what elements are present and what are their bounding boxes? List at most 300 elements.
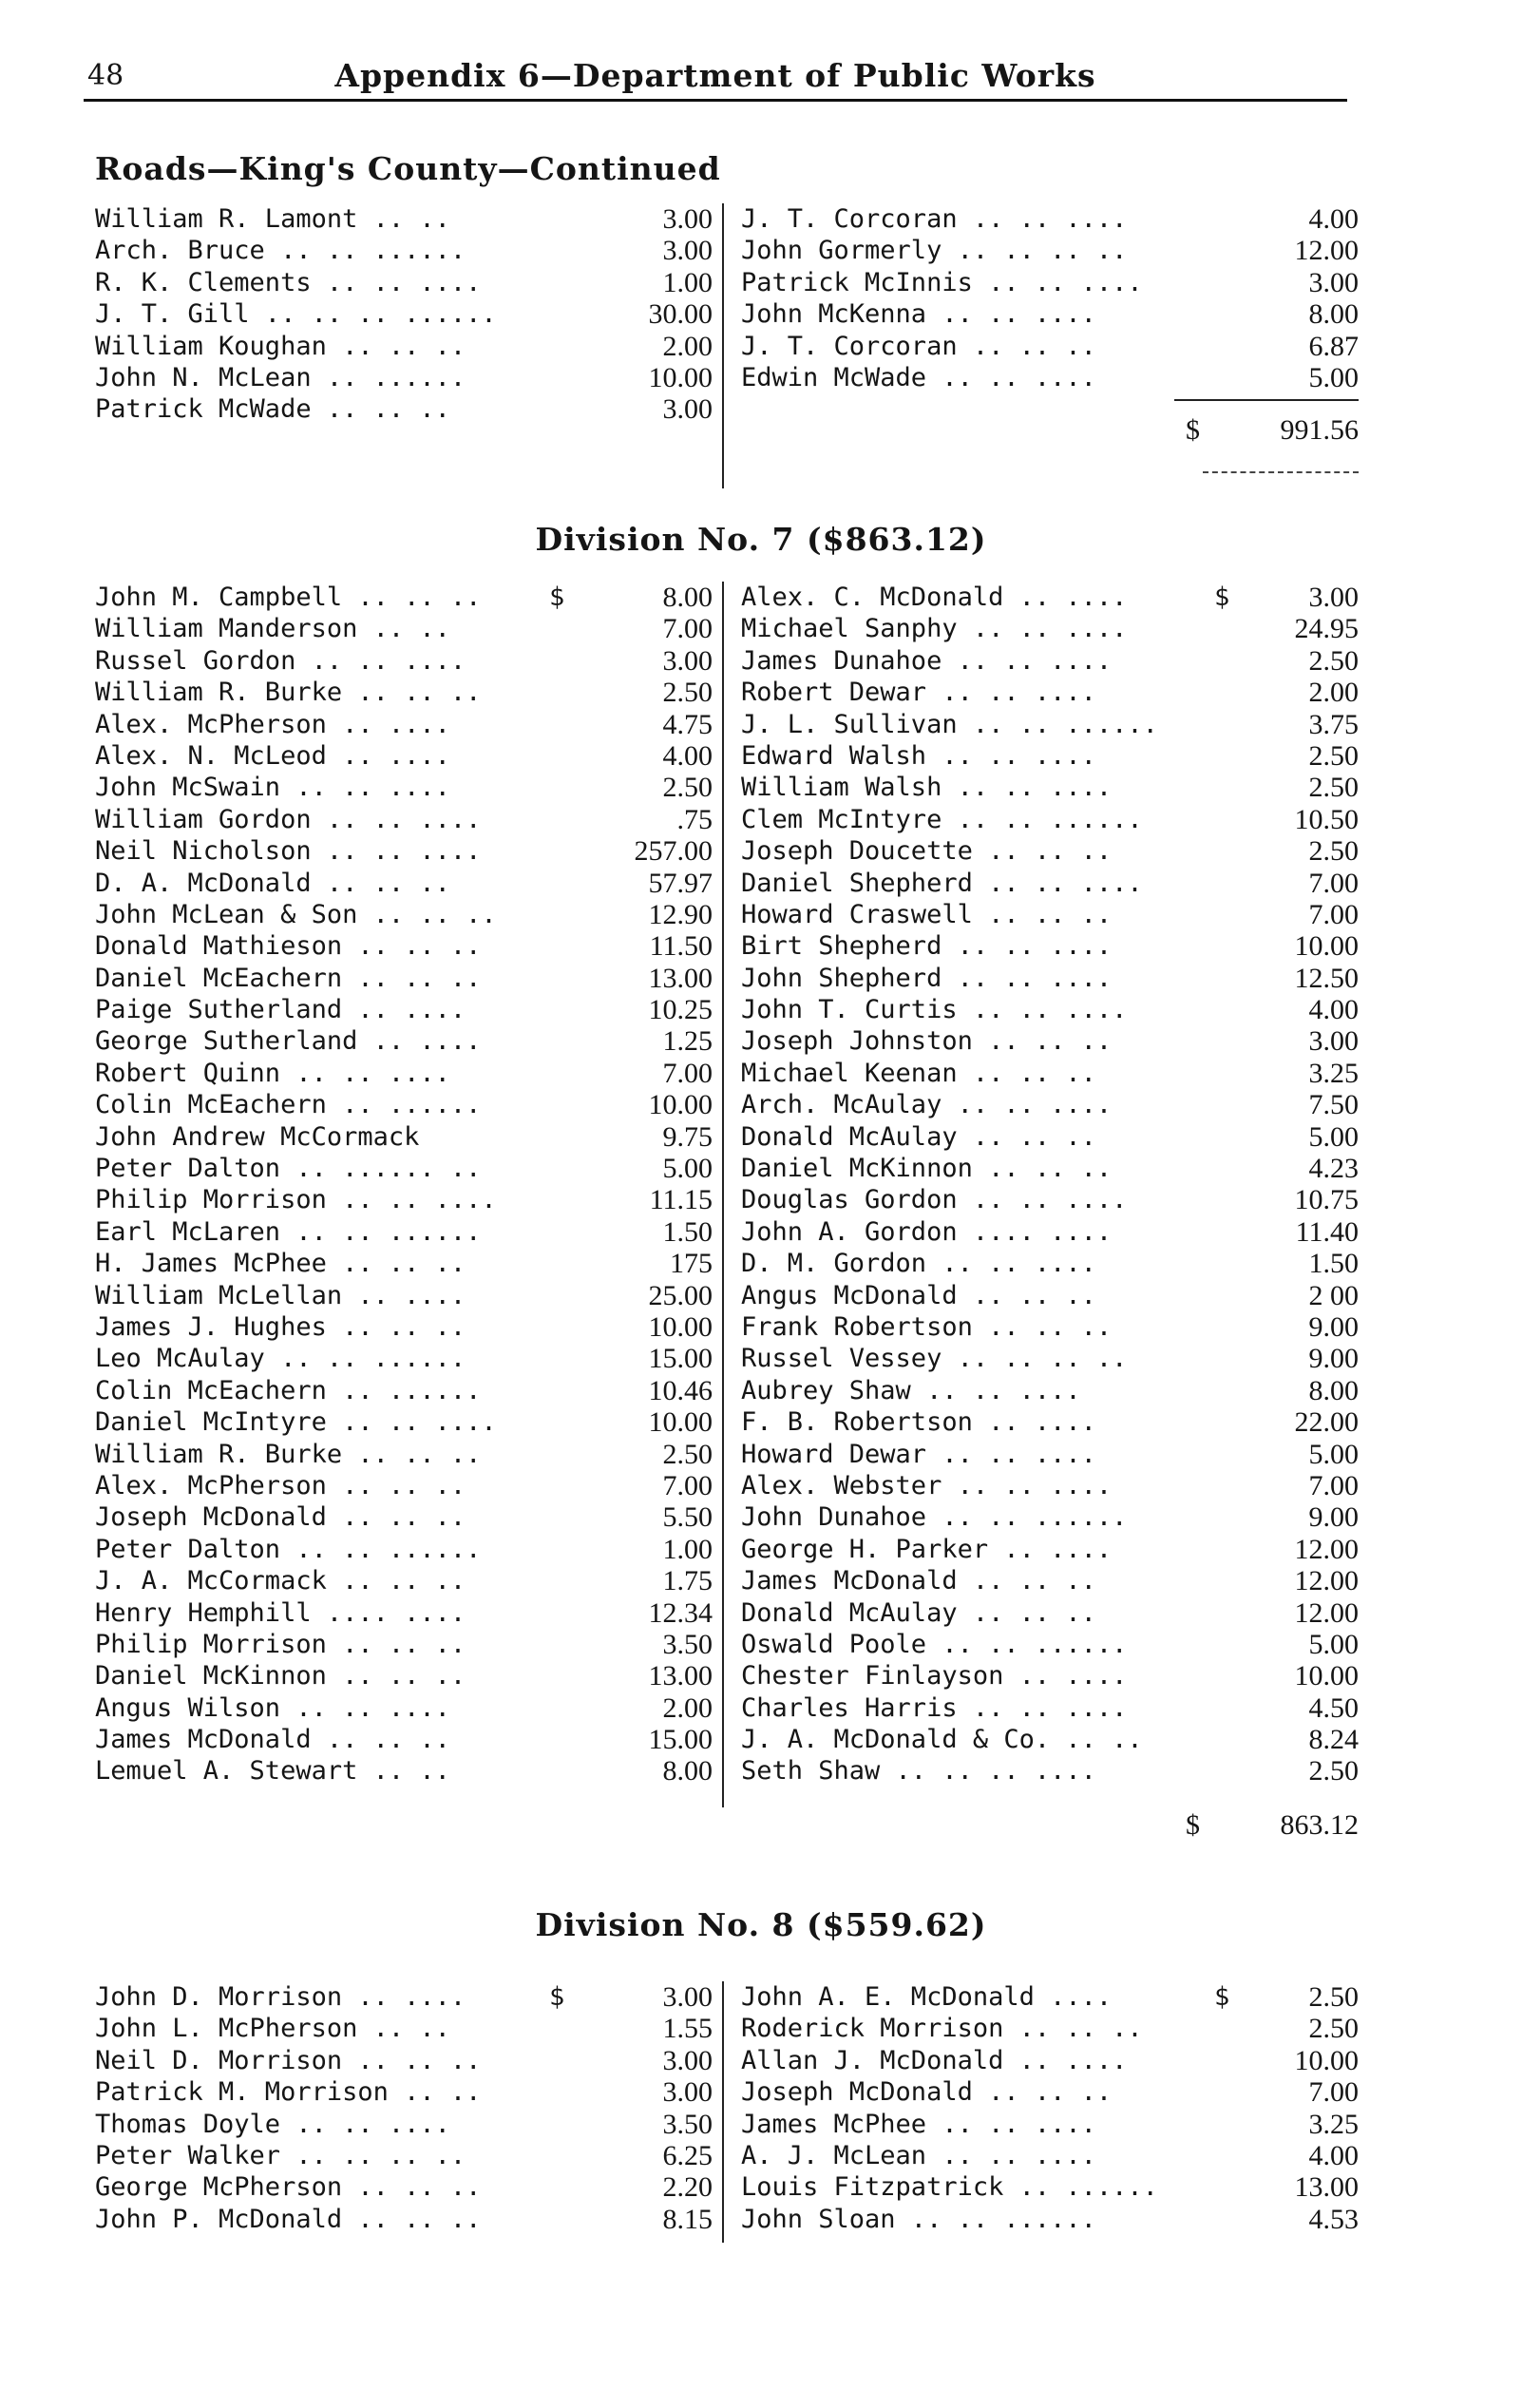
- payee-name: D. A. McDonald .. .. ..: [95, 868, 450, 898]
- ledger-row: [95, 677, 713, 708]
- ledger-row: [95, 1121, 713, 1153]
- payee-name: Henry Hemphill .... ....: [95, 1597, 466, 1628]
- payee-name: Howard Dewar .. .. ....: [741, 1439, 1096, 1469]
- ledger-row: [741, 582, 1359, 613]
- ledger-row: [95, 2076, 713, 2108]
- amount: 8.00: [662, 582, 713, 613]
- ledger-row: [95, 1343, 713, 1374]
- payee-name: Joseph Johnston .. .. ..: [741, 1026, 1113, 1057]
- payee-name: John N. McLean .. ......: [95, 362, 466, 392]
- div7-left-column: [95, 582, 713, 1787]
- ledger-row: [95, 2140, 713, 2171]
- div7-table: [95, 582, 1359, 1841]
- amount: 3.00: [1308, 1025, 1359, 1058]
- div7-right-column: [741, 582, 1359, 1787]
- amount: 6.25: [662, 2139, 713, 2171]
- payee-name: Colin McEachern .. ......: [95, 1375, 482, 1405]
- ledger-row: [741, 772, 1359, 803]
- ledger-row: [95, 1089, 713, 1120]
- payee-name: Paige Sutherland .. ....: [95, 995, 466, 1025]
- payee-name: Alex. McPherson .. ....: [95, 709, 450, 739]
- ledger-row: [741, 1470, 1359, 1501]
- amount: 11.15: [649, 1184, 713, 1216]
- ledger-row: [741, 2013, 1359, 2044]
- amount: 2.50: [1308, 2013, 1359, 2045]
- payee-name: James McDonald .. .. ..: [741, 1566, 1096, 1596]
- payee-name: William R. Lamont .. ..: [95, 204, 450, 234]
- ledger-row: [741, 1439, 1359, 1470]
- div8-table: [95, 1981, 1359, 2247]
- amount: 5.00: [1308, 1628, 1359, 1660]
- ledger-row: [95, 1216, 713, 1248]
- ledger-row: [95, 1311, 713, 1343]
- payee-name: Chester Finlayson .. ....: [741, 1661, 1128, 1691]
- ledger-row: [741, 2140, 1359, 2171]
- amount: 10.50: [1294, 803, 1359, 835]
- ledger-row: [95, 1058, 713, 1089]
- payee-name: William R. Burke .. .. ..: [95, 678, 482, 708]
- payee-name: Alex. Webster .. .. ....: [741, 1470, 1113, 1500]
- ledger-row: [95, 930, 713, 962]
- amount: 13.00: [1294, 2171, 1359, 2204]
- payee-name: John Gormerly .. .. .. ..: [741, 236, 1128, 266]
- payee-name: Neil D. Morrison .. .. ..: [95, 2045, 482, 2075]
- ledger-row: [741, 868, 1359, 899]
- payee-name: Earl McLaren .. .. ......: [95, 1216, 482, 1247]
- ledger-row: [741, 677, 1359, 708]
- payee-name: Joseph Doucette .. .. ..: [741, 836, 1113, 867]
- payee-name: Michael Keenan .. .. ..: [741, 1058, 1096, 1088]
- amount: 1.50: [662, 1215, 713, 1248]
- payee-name: Leo McAulay .. .. ......: [95, 1344, 466, 1374]
- ledger-row: [741, 2045, 1359, 2076]
- payee-name: William Gordon .. .. ....: [95, 804, 482, 834]
- payee-name: J. A. McCormack .. .. ..: [95, 1566, 466, 1596]
- amount: 10.00: [648, 361, 713, 393]
- payee-name: D. M. Gordon .. .. ....: [741, 1249, 1096, 1279]
- payee-name: Joseph McDonald .. .. ..: [741, 2077, 1113, 2108]
- payee-name: Alex. McPherson .. .. ..: [95, 1470, 466, 1500]
- ledger-row: [95, 804, 713, 835]
- payee-name: Howard Craswell .. .. ..: [741, 899, 1113, 929]
- amount: 12.00: [1294, 235, 1359, 267]
- amount: 10.00: [648, 1310, 713, 1343]
- amount: 4.00: [1308, 203, 1359, 235]
- amount: 2.00: [662, 330, 713, 362]
- amount: 4.23: [1308, 1153, 1359, 1185]
- payee-name: Neil Nicholson .. .. ....: [95, 836, 482, 867]
- amount: 24.95: [1294, 613, 1359, 645]
- section-heading-div7: Division No. 7 ($863.12): [535, 521, 987, 558]
- payee-name: John Dunahoe .. .. ......: [741, 1502, 1128, 1533]
- amount: 8.15: [662, 2203, 713, 2235]
- subtotal-rule: [1174, 399, 1359, 401]
- amount: 175: [670, 1248, 713, 1280]
- amount: 9.00: [1308, 1501, 1359, 1534]
- ledger-row: [741, 1153, 1359, 1184]
- page-title: Appendix 6—Department of Public Works: [334, 57, 1096, 94]
- amount: 1.25: [662, 1025, 713, 1058]
- payee-name: Joseph McDonald .. .. ..: [95, 1502, 466, 1533]
- ledger-row: [741, 1216, 1359, 1248]
- dollar-sign: $: [1214, 1982, 1230, 2012]
- payee-name: Frank Robertson .. .. ..: [741, 1311, 1113, 1342]
- amount: 7.00: [662, 1469, 713, 1501]
- payee-name: Alex. C. McDonald .. ....: [741, 583, 1128, 612]
- payee-name: William Koughan .. .. ..: [95, 331, 466, 361]
- ledger-row: [741, 899, 1359, 930]
- payee-name: Charles Harris .. .. ....: [741, 1692, 1128, 1723]
- payee-name: J. A. McDonald & Co. .. ..: [741, 1725, 1143, 1755]
- amount: 11.40: [1295, 1215, 1359, 1248]
- ledger-row: [741, 1597, 1359, 1629]
- ledger-row: [741, 1248, 1359, 1279]
- payee-name: Daniel McEachern .. .. ..: [95, 963, 482, 993]
- amount: 5.00: [662, 1153, 713, 1185]
- amount: 3.00: [662, 393, 713, 426]
- ledger-row: [741, 1280, 1359, 1311]
- ledger-row: [741, 994, 1359, 1025]
- dollar-sign: $: [549, 583, 565, 612]
- amount: 13.00: [648, 1660, 713, 1692]
- payee-name: Angus McDonald .. .. ..: [741, 1280, 1096, 1310]
- payee-name: James Dunahoe .. .. ....: [741, 645, 1113, 676]
- amount: 3.50: [662, 1628, 713, 1660]
- payee-name: John McLean & Son .. .. ..: [95, 899, 497, 929]
- ledger-row: [95, 1660, 713, 1691]
- ledger-row: [741, 930, 1359, 962]
- payee-name: A. J. McLean .. .. ....: [741, 2140, 1096, 2170]
- amount: 10.25: [648, 994, 713, 1026]
- amount: .75: [676, 803, 713, 835]
- amount: 1.75: [662, 1565, 713, 1597]
- amount: 2.50: [662, 1438, 713, 1470]
- ledger-row: [741, 1311, 1359, 1343]
- ledger-row: [95, 994, 713, 1025]
- amount: 3.00: [1308, 582, 1359, 613]
- amount: 10.75: [1294, 1184, 1359, 1216]
- ledger-row: [95, 1153, 713, 1184]
- amount: 12.34: [648, 1596, 713, 1629]
- total-underline: [1203, 471, 1359, 473]
- ledger-row: [741, 1184, 1359, 1215]
- amount: 7.00: [1308, 867, 1359, 899]
- section-heading-div8: Division No. 8 ($559.62): [535, 1906, 987, 1943]
- amount: 10.00: [648, 1089, 713, 1121]
- ledger-row: [95, 1565, 713, 1596]
- payee-name: George H. Parker .. ....: [741, 1534, 1113, 1564]
- ledger-row: [741, 1981, 1359, 2013]
- payee-name: Lemuel A. Stewart .. ..: [95, 1756, 450, 1787]
- dollar-sign: $: [1214, 583, 1230, 612]
- ledger-row: [741, 740, 1359, 772]
- ledger-row: [95, 2013, 713, 2044]
- ledger-row: [95, 362, 713, 393]
- payee-name: William McLellan .. ....: [95, 1280, 466, 1310]
- ledger-row: [741, 1406, 1359, 1438]
- total-value: 863.12: [1280, 1809, 1359, 1841]
- amount: 8.00: [662, 1755, 713, 1787]
- amount: 57.97: [648, 867, 713, 899]
- payee-name: Colin McEachern .. ......: [95, 1090, 482, 1120]
- amount: 11.50: [649, 930, 713, 963]
- payee-name: Donald McAulay .. .. ..: [741, 1597, 1096, 1628]
- roads-total: [1186, 414, 1359, 449]
- payee-name: Birt Shepherd .. .. ....: [741, 931, 1113, 962]
- ledger-row: [741, 1375, 1359, 1406]
- payee-name: Angus Wilson .. .. ....: [95, 1692, 450, 1723]
- amount: 25.00: [648, 1279, 713, 1311]
- ledger-row: [95, 1501, 713, 1533]
- amount: 8.00: [1308, 298, 1359, 331]
- payee-name: Thomas Doyle .. .. ....: [95, 2109, 450, 2139]
- ledger-row: [95, 1724, 713, 1755]
- ledger-row: [741, 2204, 1359, 2235]
- payee-name: John Sloan .. .. ......: [741, 2204, 1096, 2234]
- ledger-row: [741, 835, 1359, 867]
- ledger-row: [741, 203, 1359, 235]
- payee-name: Daniel Shepherd .. .. ....: [741, 868, 1143, 898]
- payee-name: Seth Shaw .. .. .. ....: [741, 1756, 1096, 1787]
- ledger-row: [95, 772, 713, 803]
- ledger-row: [95, 203, 713, 235]
- amount: 5.00: [1308, 1120, 1359, 1153]
- amount: 8.00: [1308, 1374, 1359, 1406]
- amount: 10.00: [1294, 2044, 1359, 2076]
- amount: 15.00: [648, 1724, 713, 1756]
- payee-name: J. T. Gill .. .. .. ......: [95, 299, 497, 330]
- amount: 2.20: [662, 2171, 713, 2204]
- amount: 3.00: [662, 2076, 713, 2109]
- amount: 7.00: [662, 613, 713, 645]
- ledger-row: [741, 235, 1359, 266]
- amount: 2.50: [1308, 739, 1359, 772]
- amount: 4.50: [1308, 1691, 1359, 1724]
- amount: 15.00: [648, 1343, 713, 1375]
- ledger-row: [95, 613, 713, 644]
- amount: 3.00: [662, 644, 713, 677]
- payee-name: John L. McPherson .. ..: [95, 2014, 450, 2044]
- ledger-row: [95, 1692, 713, 1724]
- amount: 2.50: [1308, 772, 1359, 804]
- amount: 9.00: [1308, 1343, 1359, 1375]
- amount: 1.00: [662, 266, 713, 298]
- amount: 257.00: [634, 835, 713, 868]
- payee-name: Arch. Bruce .. .. ......: [95, 236, 466, 266]
- roads-table: [95, 203, 1359, 488]
- amount: 7.00: [1308, 2076, 1359, 2109]
- total-value: 991.56: [1280, 414, 1359, 446]
- ledger-row: [95, 2045, 713, 2076]
- ledger-row: [95, 1981, 713, 2013]
- amount: 12.50: [1294, 962, 1359, 994]
- payee-name: Michael Sanphy .. .. ....: [741, 614, 1128, 644]
- ledger-row: [741, 1121, 1359, 1153]
- payee-name: George McPherson .. .. ..: [95, 2172, 482, 2203]
- amount: 13.00: [648, 962, 713, 994]
- ledger-row: [95, 740, 713, 772]
- ledger-row: [741, 331, 1359, 362]
- amount: 8.24: [1308, 1724, 1359, 1756]
- ledger-row: [741, 963, 1359, 994]
- amount: 5.50: [662, 1501, 713, 1534]
- amount: 2.00: [662, 1691, 713, 1724]
- payee-name: Daniel McKinnon .. .. ..: [95, 1661, 466, 1691]
- payee-name: John McKenna .. .. ....: [741, 299, 1096, 330]
- ledger-row: [741, 804, 1359, 835]
- roads-right-column: [741, 203, 1359, 393]
- payee-name: Peter Dalton .. .. ......: [95, 1534, 482, 1564]
- payee-name: John T. Curtis .. .. ....: [741, 995, 1128, 1025]
- ledger-row: [741, 645, 1359, 677]
- payee-name: Peter Dalton .. ...... ..: [95, 1154, 482, 1184]
- payee-name: H. James McPhee .. .. ..: [95, 1249, 466, 1279]
- ledger-row: [95, 1470, 713, 1501]
- payee-name: Russel Gordon .. .. ....: [95, 645, 466, 676]
- amount: 9.75: [662, 1120, 713, 1153]
- ledger-row: [741, 1501, 1359, 1533]
- amount: 3.00: [662, 235, 713, 267]
- amount: 2.50: [1308, 1755, 1359, 1787]
- payee-name: Robert Quinn .. .. ....: [95, 1058, 450, 1088]
- amount: 3.00: [662, 2044, 713, 2076]
- amount: 9.00: [1308, 1310, 1359, 1343]
- ledger-row: [741, 1660, 1359, 1691]
- ledger-row: [95, 2171, 713, 2203]
- payee-name: Roderick Morrison .. .. ..: [741, 2014, 1143, 2044]
- payee-name: John Shepherd .. .. ....: [741, 963, 1113, 993]
- payee-name: Edwin McWade .. .. ....: [741, 362, 1096, 392]
- amount: 3.00: [662, 1981, 713, 2013]
- amount: 2.50: [662, 772, 713, 804]
- amount: 2 00: [1308, 1279, 1359, 1311]
- ledger-row: [741, 362, 1359, 393]
- total-currency: $: [1186, 1809, 1200, 1841]
- ledger-row: [741, 1692, 1359, 1724]
- payee-name: John D. Morrison .. ....: [95, 1982, 466, 2012]
- ledger-row: [95, 1025, 713, 1057]
- payee-name: William Walsh .. .. ....: [741, 773, 1113, 803]
- ledger-row: [95, 963, 713, 994]
- payee-name: Donald McAulay .. .. ..: [741, 1121, 1096, 1152]
- header-rule: [84, 99, 1347, 102]
- payee-name: F. B. Robertson .. ....: [741, 1407, 1096, 1438]
- payee-name: James McDonald .. .. ..: [95, 1725, 450, 1755]
- amount: 12.90: [648, 898, 713, 930]
- amount: 2.50: [662, 677, 713, 709]
- amount: 3.00: [1308, 266, 1359, 298]
- ledger-row: [741, 2076, 1359, 2108]
- payee-name: John A. Gordon .... ....: [741, 1216, 1113, 1247]
- ledger-row: [741, 1755, 1359, 1787]
- ledger-row: [741, 1025, 1359, 1057]
- payee-name: Douglas Gordon .. .. ....: [741, 1185, 1128, 1215]
- payee-name: William Manderson .. ..: [95, 614, 450, 644]
- amount: 4.00: [1308, 994, 1359, 1026]
- amount: 10.00: [1294, 1660, 1359, 1692]
- ledger-row: [741, 1724, 1359, 1755]
- amount: 1.50: [1308, 1248, 1359, 1280]
- payee-name: John M. Campbell .. .. ..: [95, 583, 482, 612]
- div7-total: [1186, 1809, 1359, 1844]
- payee-name: Allan J. McDonald .. ....: [741, 2045, 1128, 2075]
- amount: 6.87: [1308, 330, 1359, 362]
- column-divider: [722, 203, 724, 488]
- ledger-row: [95, 835, 713, 867]
- ledger-row: [741, 613, 1359, 644]
- ledger-row: [95, 298, 713, 330]
- amount: 1.55: [662, 2013, 713, 2045]
- amount: 1.00: [662, 1533, 713, 1565]
- amount: 4.00: [1308, 2139, 1359, 2171]
- ledger-row: [741, 1089, 1359, 1120]
- div8-left-column: [95, 1981, 713, 2235]
- ledger-row: [95, 709, 713, 740]
- payee-name: James McPhee .. .. ....: [741, 2109, 1096, 2139]
- ledger-row: [95, 1629, 713, 1660]
- payee-name: Louis Fitzpatrick .. ......: [741, 2172, 1158, 2203]
- page-number: 48: [87, 59, 124, 92]
- ledger-row: [95, 899, 713, 930]
- amount: 2.50: [1308, 835, 1359, 868]
- payee-name: Edward Walsh .. .. ....: [741, 740, 1096, 771]
- amount: 30.00: [648, 298, 713, 331]
- payee-name: Daniel McIntyre .. .. ....: [95, 1407, 497, 1438]
- ledger-row: [95, 235, 713, 266]
- payee-name: J. L. Sullivan .. .. ......: [741, 709, 1158, 739]
- section-heading-roads: Roads—King's County—Continued: [95, 150, 721, 187]
- ledger-row: [95, 868, 713, 899]
- payee-name: John McSwain .. .. ....: [95, 773, 450, 803]
- ledger-row: [95, 393, 713, 425]
- ledger-row: [741, 267, 1359, 298]
- ledger-row: [741, 1629, 1359, 1660]
- amount: 12.00: [1294, 1565, 1359, 1597]
- payee-name: George Sutherland .. ....: [95, 1026, 482, 1057]
- ledger-row: [95, 1375, 713, 1406]
- payee-name: Alex. N. McLeod .. ....: [95, 740, 450, 771]
- payee-name: John Andrew McCormack: [95, 1121, 420, 1152]
- amount: 7.00: [1308, 1469, 1359, 1501]
- payee-name: Philip Morrison .. .. ....: [95, 1185, 497, 1215]
- payee-name: Philip Morrison .. .. ..: [95, 1629, 466, 1659]
- ledger-row: [741, 1534, 1359, 1565]
- payee-name: Patrick McWade .. .. ..: [95, 394, 450, 425]
- dollar-sign: $: [549, 1982, 565, 2012]
- amount: 3.25: [1308, 2108, 1359, 2140]
- amount: 3.75: [1308, 708, 1359, 740]
- roads-left-column: [95, 203, 713, 426]
- amount: 4.75: [662, 708, 713, 740]
- payee-name: Robert Dewar .. .. ....: [741, 678, 1096, 708]
- payee-name: Oswald Poole .. .. ......: [741, 1629, 1128, 1659]
- payee-name: Arch. McAulay .. .. ....: [741, 1090, 1113, 1120]
- amount: 5.00: [1308, 1438, 1359, 1470]
- ledger-row: [95, 645, 713, 677]
- ledger-row: [95, 1534, 713, 1565]
- ledger-row: [95, 267, 713, 298]
- ledger-row: [95, 1439, 713, 1470]
- payee-name: J. T. Corcoran .. .. ....: [741, 204, 1128, 234]
- ledger-row: [95, 582, 713, 613]
- ledger-row: [741, 1058, 1359, 1089]
- payee-name: Donald Mathieson .. .. ..: [95, 931, 482, 962]
- column-divider: [722, 1981, 724, 2243]
- ledger-row: [95, 1184, 713, 1215]
- payee-name: Daniel McKinnon .. .. ..: [741, 1154, 1113, 1184]
- ledger-row: [741, 2171, 1359, 2203]
- total-currency: $: [1186, 414, 1200, 446]
